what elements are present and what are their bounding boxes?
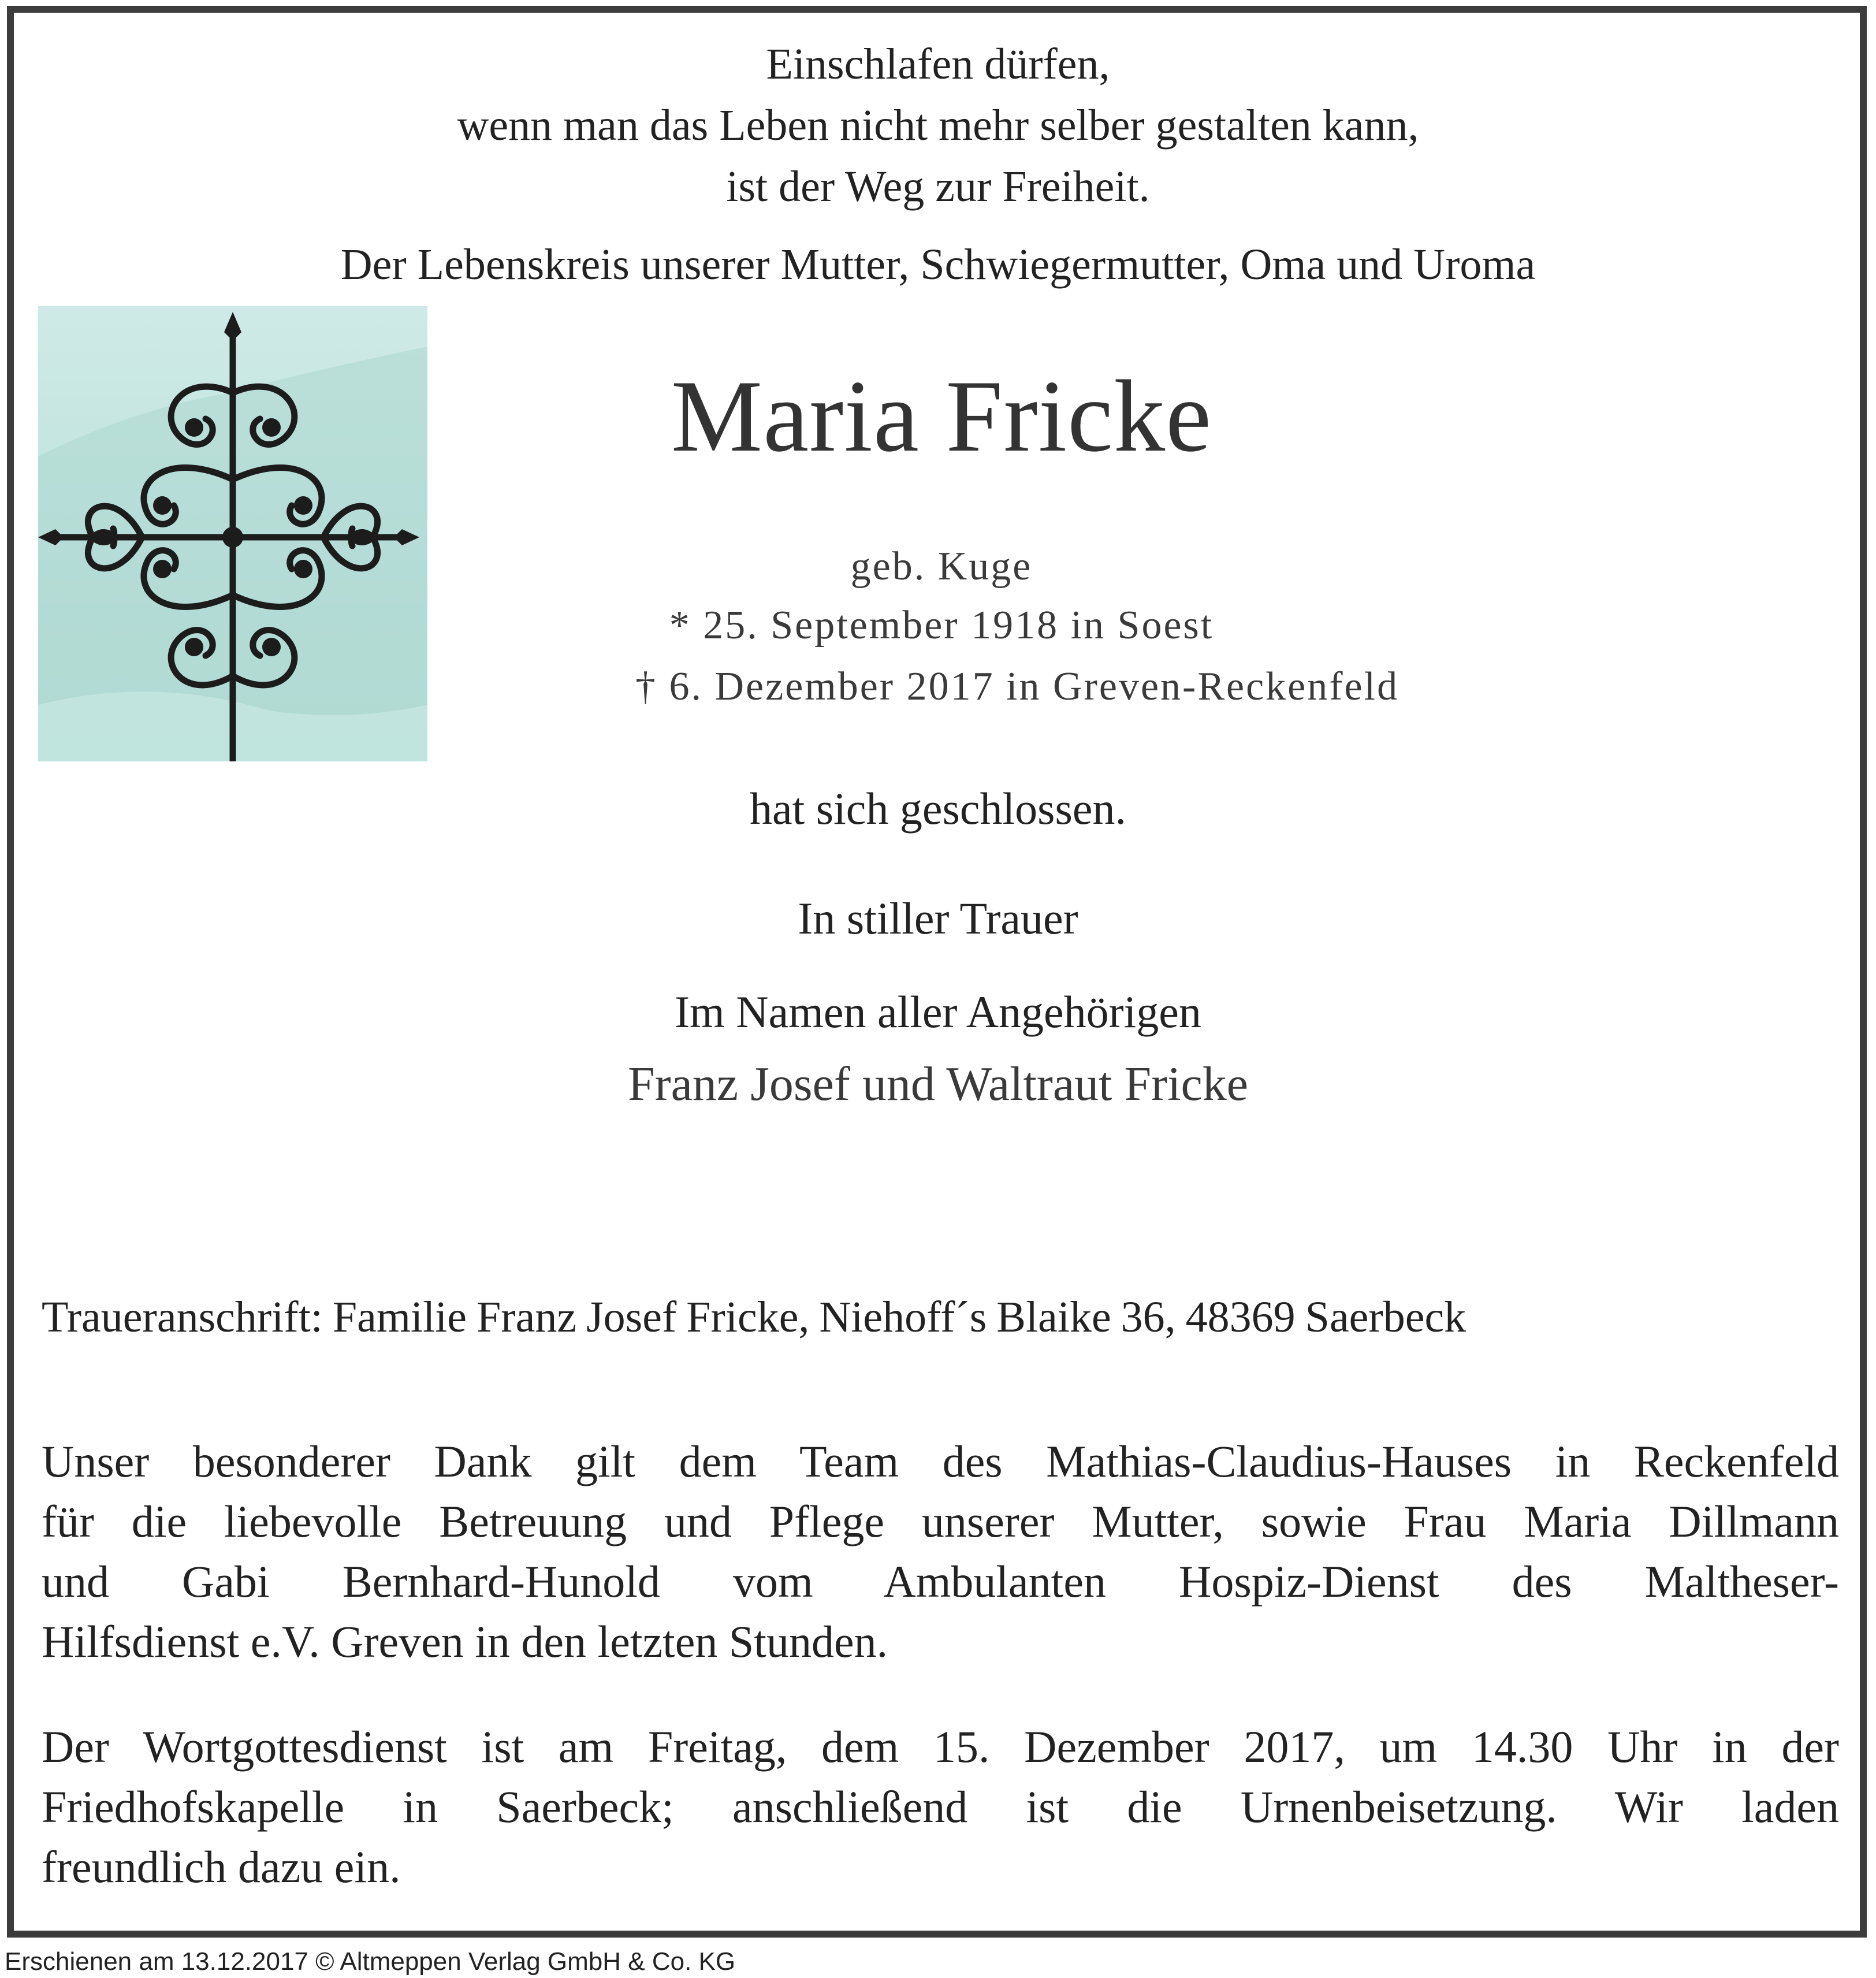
wrought-iron-cross-icon <box>38 306 427 761</box>
thanks-paragraph <box>42 1432 1839 1672</box>
motto-line-2: wenn man das Leben nicht mehr selber gestalten kann, <box>457 101 1419 150</box>
family-names: Franz Josef und Waltraut Fricke <box>627 1057 1249 1111</box>
birth-date: * 25. September 1918 in Soest <box>669 603 1214 648</box>
service-paragraph <box>42 1717 1839 1897</box>
closing-text: hat sich geschlossen. <box>749 783 1127 834</box>
motto-line-3: ist der Weg zur Freiheit. <box>726 162 1150 211</box>
intro-text: Der Lebenskreis unserer Mutter, Schwiegermutter, Oma und Uroma <box>340 240 1536 289</box>
thanks-line: Unser besonderer Dank gilt dem Team des Mathias-Claudius-Hauses in Reckenfeld <box>42 1436 1839 1486</box>
death-date: † 6. Dezember 2017 in Greven-Reckenfeld <box>635 664 1399 709</box>
born-name: geb. Kuge <box>850 544 1033 589</box>
mourning-address: Traueranschrift: Familie Franz Josef Fricke, Niehoff´s Blaike 36, 48369 Saerbeck <box>42 1293 1466 1341</box>
publication-footer: Erschienen am 13.12.2017 © Altmeppen Verlag GmbH & Co. KG <box>5 1947 736 1976</box>
mourning-text: In stiller Trauer <box>798 893 1078 943</box>
thanks-line: Hilfsdienst e.V. Greven in den letzten Stunden. <box>42 1616 888 1667</box>
cross-photo <box>38 306 427 761</box>
motto-line-1: Einschlafen dürfen, <box>766 40 1110 88</box>
motto-verse <box>0 34 1876 217</box>
thanks-line: und Gabi Bernhard-Hunold vom Ambulanten Hospiz-Dienst des Maltheser- <box>42 1556 1839 1607</box>
service-line: freundlich dazu ein. <box>42 1842 401 1892</box>
thanks-line: für die liebevolle Betreuung und Pflege unserer Mutter, sowie Frau Maria Dillmann <box>42 1496 1839 1546</box>
on-behalf-text: Im Namen aller Angehörigen <box>675 987 1201 1037</box>
service-line: Friedhofskapelle in Saerbeck; anschließend ist die Urnenbeisetzung. Wir laden <box>42 1782 1839 1832</box>
service-line: Der Wortgottesdienst ist am Freitag, dem 15. Dezember 2017, um 14.30 Uhr in der <box>42 1722 1839 1772</box>
deceased-name: Maria Fricke <box>671 359 1212 473</box>
